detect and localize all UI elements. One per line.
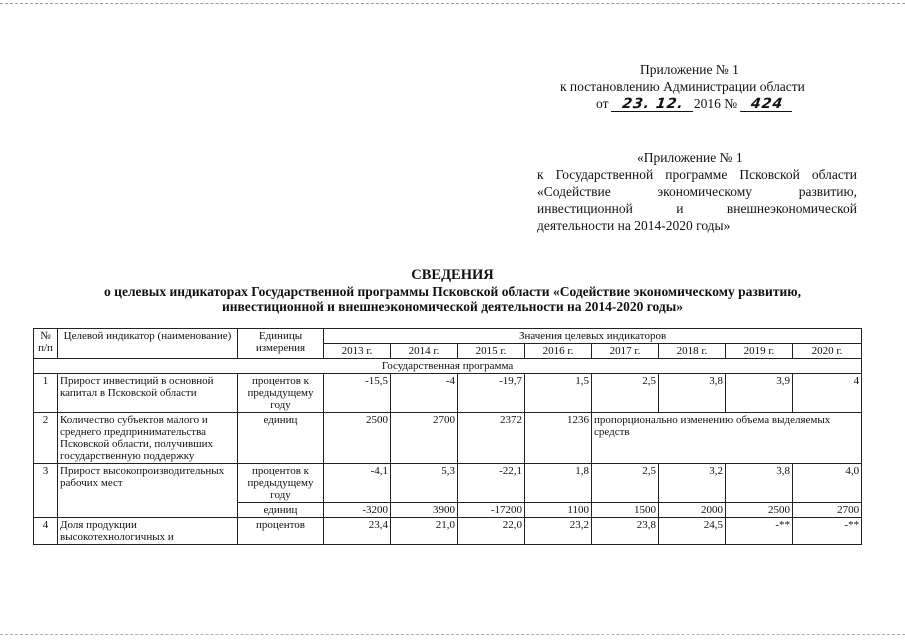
- value-cell: 2500: [726, 503, 793, 518]
- header-year: 2014 г.: [391, 344, 458, 359]
- value-cell: -17200: [458, 503, 525, 518]
- value-cell: 3,9: [726, 374, 793, 413]
- scan-edge-bottom: [0, 634, 905, 635]
- indicators-table: [33, 328, 862, 545]
- value-cell: -4: [391, 374, 458, 413]
- value-cell: -19,7: [458, 374, 525, 413]
- value-cell: 4: [793, 374, 862, 413]
- handwritten-date: 23. 12.: [611, 97, 695, 112]
- value-cell: 24,5: [659, 518, 726, 545]
- value-cell: 21,0: [391, 518, 458, 545]
- value-cell: 2000: [659, 503, 726, 518]
- value-cell: 4,0: [793, 464, 862, 503]
- heading-title: СВЕДЕНИЯ: [411, 267, 494, 283]
- row-indicator: Количество субъектов малого и среднего предпринимательства Псковской области, получивших государственную поддержку: [58, 413, 238, 464]
- value-cell: 1,5: [525, 374, 592, 413]
- handwritten-number: 424: [739, 97, 793, 112]
- row-num: 1: [34, 374, 58, 413]
- table-row: [34, 413, 862, 464]
- resolution-appendix-header: [560, 61, 835, 112]
- header-year: 2015 г.: [458, 344, 525, 359]
- header-year: 2017 г.: [592, 344, 659, 359]
- row-indicator: Доля продукции высокотехнологичных и: [58, 518, 238, 545]
- value-cell: 3,2: [659, 464, 726, 503]
- value-cell: 23,8: [592, 518, 659, 545]
- row-indicator: Прирост высокопроизводительных рабочих мест: [58, 464, 238, 518]
- value-cell: 2700: [391, 413, 458, 464]
- value-cell: -3200: [324, 503, 391, 518]
- header-values-group: Значения целевых индикаторов: [324, 329, 862, 344]
- value-cell: 3900: [391, 503, 458, 518]
- value-cell: 1100: [525, 503, 592, 518]
- row-units: процентов к предыдущему году: [238, 464, 324, 503]
- appendix-title: Приложение № 1: [640, 62, 739, 77]
- header-year: 2016 г.: [525, 344, 592, 359]
- header-year: 2018 г.: [659, 344, 726, 359]
- table-row: [34, 464, 862, 503]
- header-year: 2013 г.: [324, 344, 391, 359]
- row-units: процентов к предыдущему году: [238, 374, 324, 413]
- value-cell: 2372: [458, 413, 525, 464]
- year-number-label: 2016 №: [693, 96, 738, 111]
- value-cell: 2,5: [592, 374, 659, 413]
- value-cell: 1500: [592, 503, 659, 518]
- value-cell: 1,8: [525, 464, 592, 503]
- row-units: единиц: [238, 503, 324, 518]
- value-cell: 2,5: [592, 464, 659, 503]
- value-cell: 2700: [793, 503, 862, 518]
- value-cell: 3,8: [659, 374, 726, 413]
- table-header-row: [34, 329, 862, 344]
- date-prefix: от: [596, 96, 609, 111]
- program-appendix-block: [537, 149, 857, 234]
- row-units: единиц: [238, 413, 324, 464]
- table-row: [34, 518, 862, 545]
- value-cell: 22,0: [458, 518, 525, 545]
- header-num: № п/п: [34, 329, 58, 359]
- row-indicator: Прирост инвестиций в основной капитал в Псковской области: [58, 374, 238, 413]
- header-year: 2019 г.: [726, 344, 793, 359]
- value-cell: -4,1: [324, 464, 391, 503]
- row-num: 2: [34, 413, 58, 464]
- value-cell: 5,3: [391, 464, 458, 503]
- appendix-date-number: [560, 95, 835, 112]
- value-cell: 3,8: [726, 464, 793, 503]
- program-appendix-body: к Государственной программе Псковской области «Содействие экономическому развитию, инвестиционной и внешнеэкономической деятельности на 2014-2020 годы»: [537, 167, 857, 233]
- document-heading: [0, 268, 905, 315]
- row-num: 3: [34, 464, 58, 518]
- value-cell: -22,1: [458, 464, 525, 503]
- value-cell: -15,5: [324, 374, 391, 413]
- appendix-reference: к постановлению Администрации области: [560, 79, 805, 94]
- header-units: Единицы измерения: [238, 329, 324, 359]
- heading-subtitle-2: инвестиционной и внешнеэкономической деятельности на 2014-2020 годы»: [221, 299, 684, 314]
- table-row: [34, 374, 862, 413]
- value-cell: 1236: [525, 413, 592, 464]
- section-row: [34, 359, 862, 374]
- value-cell: 23,2: [525, 518, 592, 545]
- value-cell: -**: [726, 518, 793, 545]
- heading-subtitle-1: о целевых индикаторах Государственной программы Псковской области «Содействие экономическому развитию,: [104, 283, 801, 299]
- value-cell: -**: [793, 518, 862, 545]
- program-appendix-title: «Приложение № 1: [637, 150, 743, 165]
- merged-note-cell: пропорционально изменению объема выделяемых средств: [592, 413, 862, 464]
- section-label: Государственная программа: [34, 359, 862, 374]
- header-year: 2020 г.: [793, 344, 862, 359]
- row-units: процентов: [238, 518, 324, 545]
- value-cell: 2500: [324, 413, 391, 464]
- row-num: 4: [34, 518, 58, 545]
- scan-edge-top: [0, 3, 905, 4]
- header-indicator: Целевой индикатор (наименование): [58, 329, 238, 359]
- value-cell: 23,4: [324, 518, 391, 545]
